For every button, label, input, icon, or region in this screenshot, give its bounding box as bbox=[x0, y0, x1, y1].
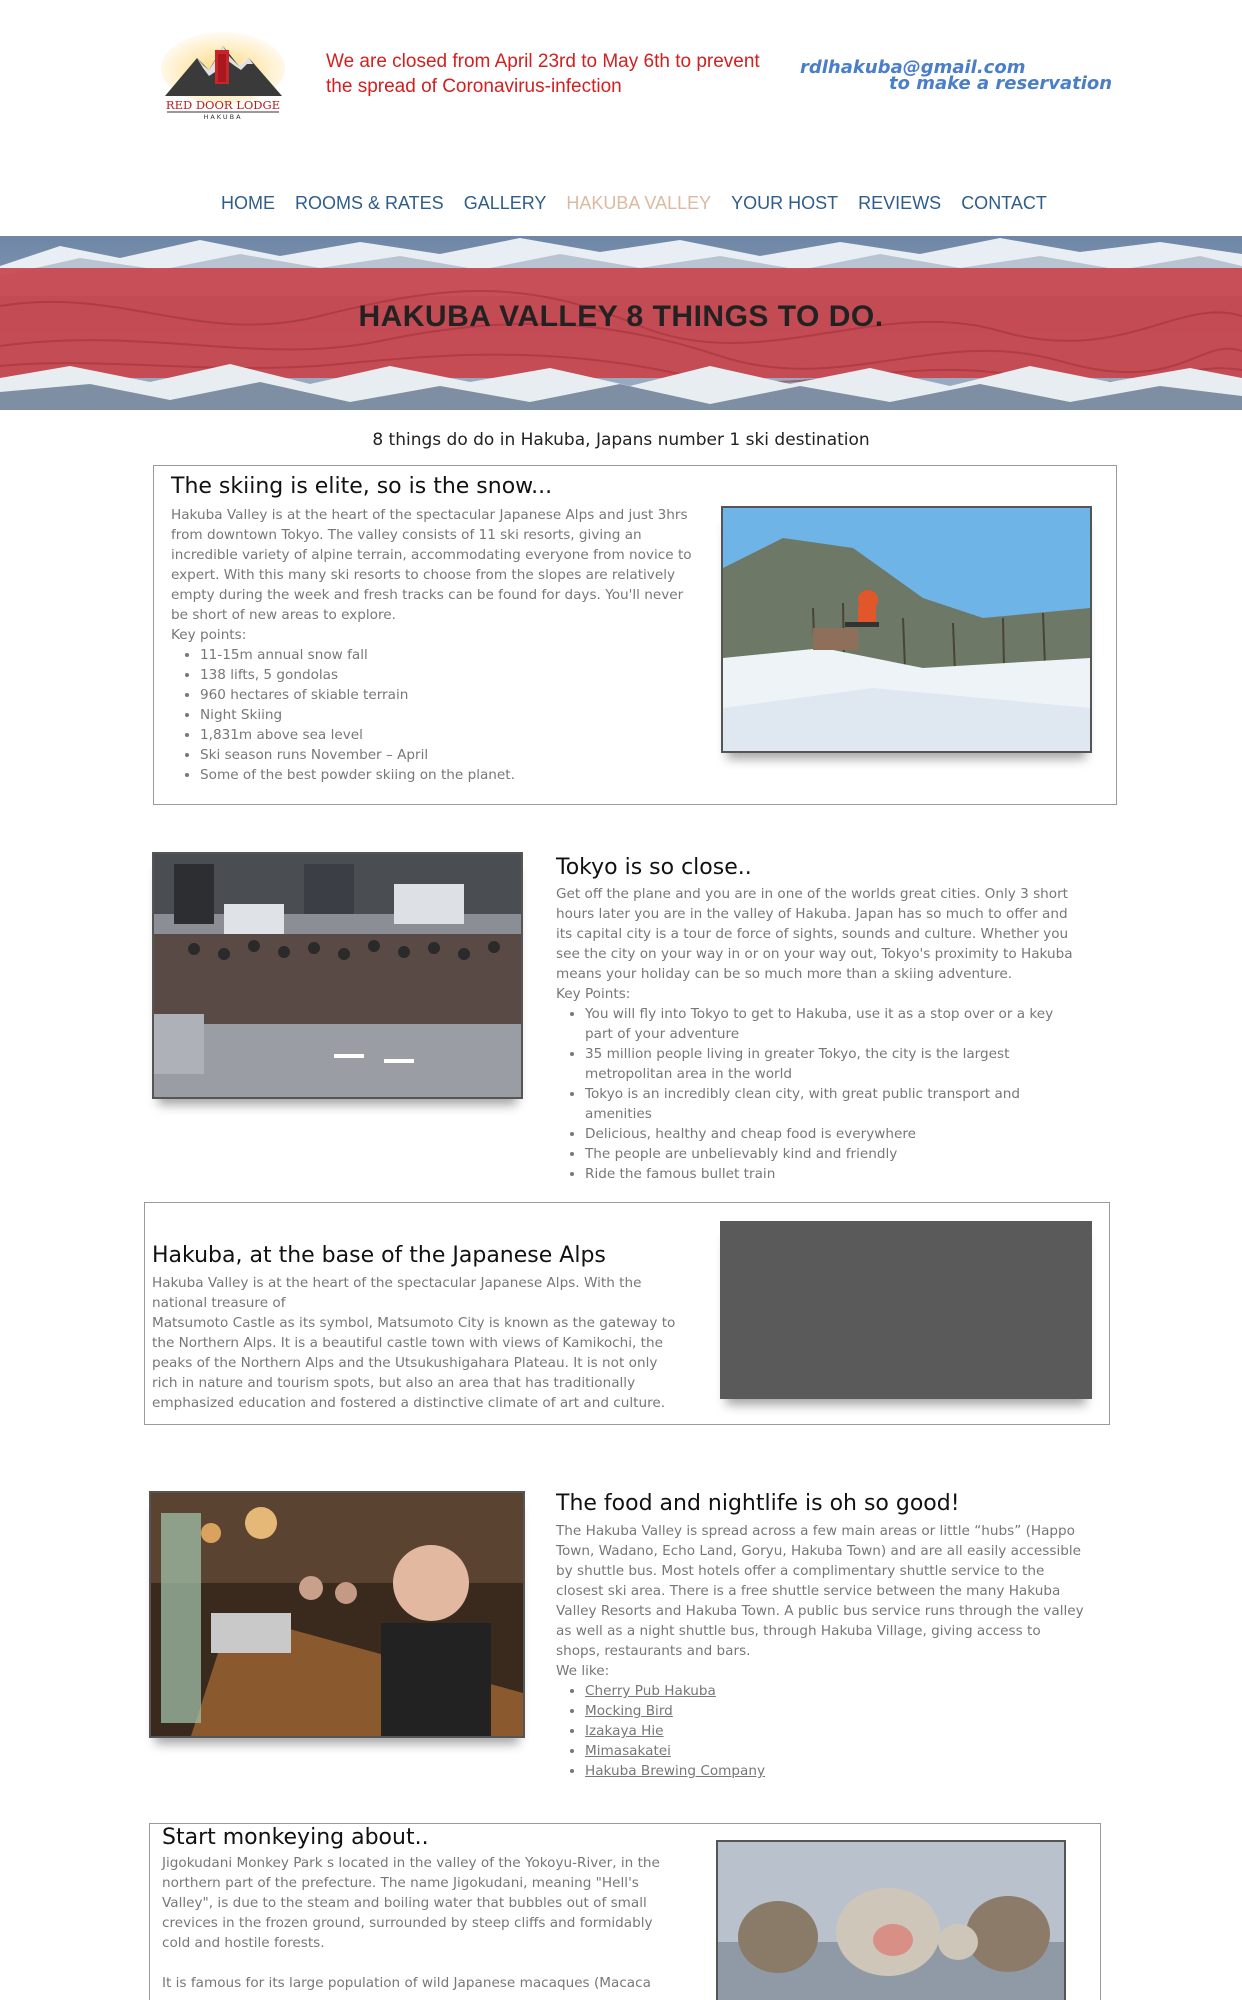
list-item: • 1,831m above sea level bbox=[200, 725, 699, 745]
email-link[interactable]: rdlhakuba@gmail.com bbox=[800, 57, 1026, 78]
list-item: • Ride the famous bullet train bbox=[585, 1164, 1084, 1184]
tokyo-key-label: Key Points: bbox=[556, 986, 631, 1002]
izakaya-hie-link[interactable]: Izakaya Hie bbox=[585, 1723, 664, 1739]
list-item bbox=[585, 1701, 1086, 1721]
snow-monkey-photo[interactable] bbox=[716, 1840, 1066, 2000]
food-body bbox=[556, 1521, 1086, 1781]
list-item: • Ski season runs November – April bbox=[200, 745, 699, 765]
alps-title: Hakuba, at the base of the Japanese Alps bbox=[152, 1243, 606, 1268]
nav-gallery[interactable]: GALLERY bbox=[463, 193, 547, 213]
logo-text: RED DOOR LODGE bbox=[165, 98, 281, 112]
food-links bbox=[585, 1681, 1086, 1781]
list-item bbox=[585, 1681, 1086, 1701]
logo[interactable] bbox=[157, 28, 290, 120]
monkey-description-2: It is famous for its large population of wild Japanese macaques (Macaca bbox=[162, 1975, 651, 1991]
list-item: • Night Skiing bbox=[200, 705, 699, 725]
food-description: The Hakuba Valley is spread across a few main areas or little “hubs” (Happo Town, Wadano, Echo Land, Goryu, Hakuba Town) and are all easily accessible by shuttle bus. Most hotels offer a complimentary shuttle service to the closest ski area. There is a free shuttle service between the many Hakuba Valley Resorts and Hakuba Town. A public bus service runs through the valley as well as a night shuttle bus, through Hakuba Village, giving access to shops, restaurants and bars. bbox=[556, 1523, 1084, 1659]
alps-description-1: Hakuba Valley is at the heart of the spectacular Japanese Alps. With the national treasure of bbox=[152, 1275, 642, 1311]
nav-hakuba-valley[interactable]: HAKUBA VALLEY bbox=[566, 193, 712, 213]
monkey-title: Start monkeying about.. bbox=[162, 1825, 429, 1850]
main-nav bbox=[221, 193, 1047, 214]
skiing-key-label: Key points: bbox=[171, 627, 247, 643]
list-item bbox=[585, 1761, 1086, 1781]
intro-text: 8 things do do in Hakuba, Japans number 1 ski destination bbox=[372, 430, 870, 450]
tokyo-crossing-photo[interactable] bbox=[152, 852, 523, 1099]
nav-your-host[interactable]: YOUR HOST bbox=[731, 193, 839, 213]
monkey-body bbox=[162, 1853, 672, 1993]
logo-subtext: HAKUBA bbox=[203, 113, 243, 120]
skiing-body bbox=[171, 505, 699, 785]
list-item: • 11-15m annual snow fall bbox=[200, 645, 699, 665]
video-player[interactable] bbox=[720, 1221, 1092, 1399]
list-item: • Delicious, healthy and cheap food is everywhere bbox=[585, 1124, 1084, 1144]
skiing-description: Hakuba Valley is at the heart of the spectacular Japanese Alps and just 3hrs from downtown Tokyo. The valley consists of 11 ski resorts, giving an incredible variety of alpine terrain, accommodating everyone from novice to expert. With this many ski resorts to choose from the slopes are relatively empty during the week and fresh tracks can be found for days. You'll never be short of new areas to explore. bbox=[171, 507, 692, 623]
food-title: The food and nightlife is oh so good! bbox=[556, 1491, 960, 1516]
food-we-like-label: We like: bbox=[556, 1663, 610, 1679]
alps-body bbox=[152, 1273, 680, 1413]
hakuba-brewing-link[interactable]: Hakuba Brewing Company bbox=[585, 1763, 766, 1779]
list-item: • The people are unbelievably kind and friendly bbox=[585, 1144, 1084, 1164]
list-item bbox=[585, 1721, 1086, 1741]
closed-notice: We are closed from April 23rd to May 6th to prevent the spread of Coronavirus-infection bbox=[326, 51, 760, 97]
nav-home[interactable]: HOME bbox=[221, 193, 275, 213]
monkey-description-1: Jigokudani Monkey Park s located in the valley of the Yokoyu-River, in the northern part of the prefecture. The name Jigokudani, meaning "Hell's Valley", is due to the steam and boiling water that bubbles out of small crevices in the frozen ground, surrounded by steep cliffs and formidably cold and hostile forests. bbox=[162, 1855, 660, 1951]
alps-description-2: Matsumoto Castle as its symbol, Matsumoto City is known as the gateway to the Northern Alps. It is a beautiful castle town with views of Kamikochi, the peaks of the Northern Alps and the Utsukushigahara Plateau. It is not only rich in nature and tourism spots, but also an area that has traditionally emphasized education and fostered a distinctive climate of art and culture. bbox=[152, 1315, 676, 1411]
list-item: • Tokyo is an incredibly clean city, with great public transport and amenities bbox=[585, 1084, 1084, 1124]
mimasakatei-link[interactable]: Mimasakatei bbox=[585, 1743, 671, 1759]
mocking-bird-link[interactable]: Mocking Bird bbox=[585, 1703, 673, 1719]
nav-contact[interactable]: CONTACT bbox=[961, 193, 1047, 213]
nightlife-photo[interactable] bbox=[149, 1491, 525, 1738]
list-item bbox=[585, 1741, 1086, 1761]
tokyo-points bbox=[585, 1004, 1084, 1184]
nav-rooms-rates[interactable]: ROOMS & RATES bbox=[295, 193, 444, 213]
tokyo-title: Tokyo is so close.. bbox=[556, 855, 752, 880]
page-title: HAKUBA VALLEY 8 THINGS TO DO. bbox=[358, 300, 884, 333]
list-item: • 35 million people living in greater Tokyo, the city is the largest metropolitan area in the world bbox=[585, 1044, 1084, 1084]
nav-reviews[interactable]: REVIEWS bbox=[858, 193, 942, 213]
skiing-points bbox=[200, 645, 699, 785]
cherry-pub-link[interactable]: Cherry Pub Hakuba bbox=[585, 1683, 716, 1699]
list-item: • You will fly into Tokyo to get to Hakuba, use it as a stop over or a key part of your adventure bbox=[585, 1004, 1084, 1044]
snowboard-photo[interactable] bbox=[721, 506, 1092, 753]
list-item: • Some of the best powder skiing on the planet. bbox=[200, 765, 699, 785]
tokyo-description: Get off the plane and you are in one of the worlds great cities. Only 3 short hours later you are in the valley of Hakuba. Japan has so much to offer and its capital city is a tour de force of sights, sounds and culture. Whether you see the city on your way in or on your way out, Tokyo's proximity to Hakuba means your holiday can be so much more than a skiing adventure. bbox=[556, 886, 1073, 982]
tokyo-body bbox=[556, 884, 1084, 1184]
list-item: • 138 lifts, 5 gondolas bbox=[200, 665, 699, 685]
reservation-link[interactable]: to make a reservation bbox=[889, 73, 1113, 94]
skiing-title: The skiing is elite, so is the snow... bbox=[171, 474, 553, 499]
list-item: • 960 hectares of skiable terrain bbox=[200, 685, 699, 705]
